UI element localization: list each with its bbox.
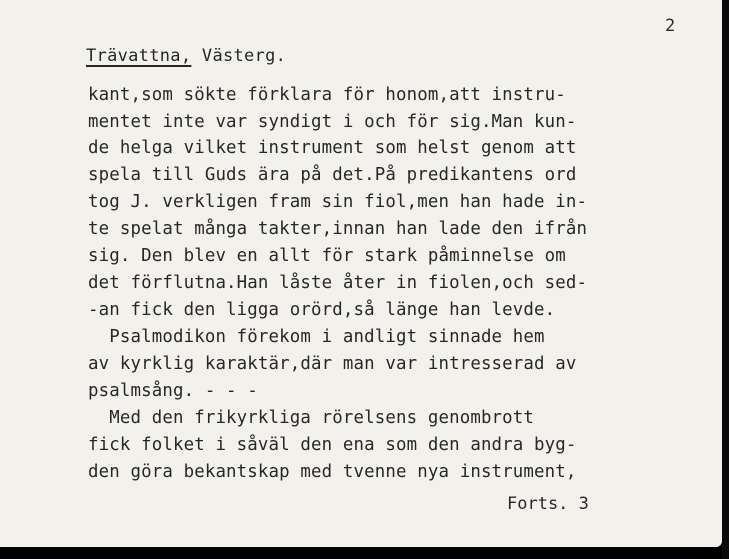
text-line: den göra bekantskap med tvenne nya instrument,	[88, 462, 577, 482]
text-line: Psalmodikon förekom i andligt sinnade hem	[88, 327, 545, 347]
page-number: 2	[665, 16, 676, 36]
heading-place: Trävattna,	[86, 46, 192, 66]
text-line: psalmsång. - - -	[88, 381, 258, 401]
text-line: det förflutna.Han låste åter in fiolen,och sed-	[88, 273, 588, 293]
text-line: av kyrklig karaktär,där man var intresserad av	[88, 354, 577, 374]
text-line: -an fick den ligga orörd,så länge han levde.	[88, 300, 556, 320]
continuation-note: Forts. 3	[507, 494, 589, 514]
heading-region: Västerg.	[201, 46, 287, 66]
text-line: te spelat många takter,innan han lade den ifrån	[88, 219, 588, 239]
text-line: de helga vilket instrument som helst genom att	[88, 138, 577, 158]
text-line: spela till Guds ära på det.På predikantens ord	[88, 165, 577, 185]
text-line: fick folket i såväl den ena som den andra byg-	[88, 435, 577, 455]
text-line: sig. Den blev en allt för stark påminnelse om	[88, 246, 566, 266]
page-heading	[86, 46, 286, 66]
text-line: mentet inte var syndigt i och för sig.Man kun-	[88, 112, 577, 132]
scan-edge	[722, 0, 729, 559]
text-line: tog J. verkligen fram sin fiol,men han hade in-	[88, 192, 588, 212]
text-line: Med den frikyrkliga rörelsens genombrott	[88, 408, 535, 428]
text-line: kant,som sökte förklara för honom,att instru-	[88, 85, 566, 105]
